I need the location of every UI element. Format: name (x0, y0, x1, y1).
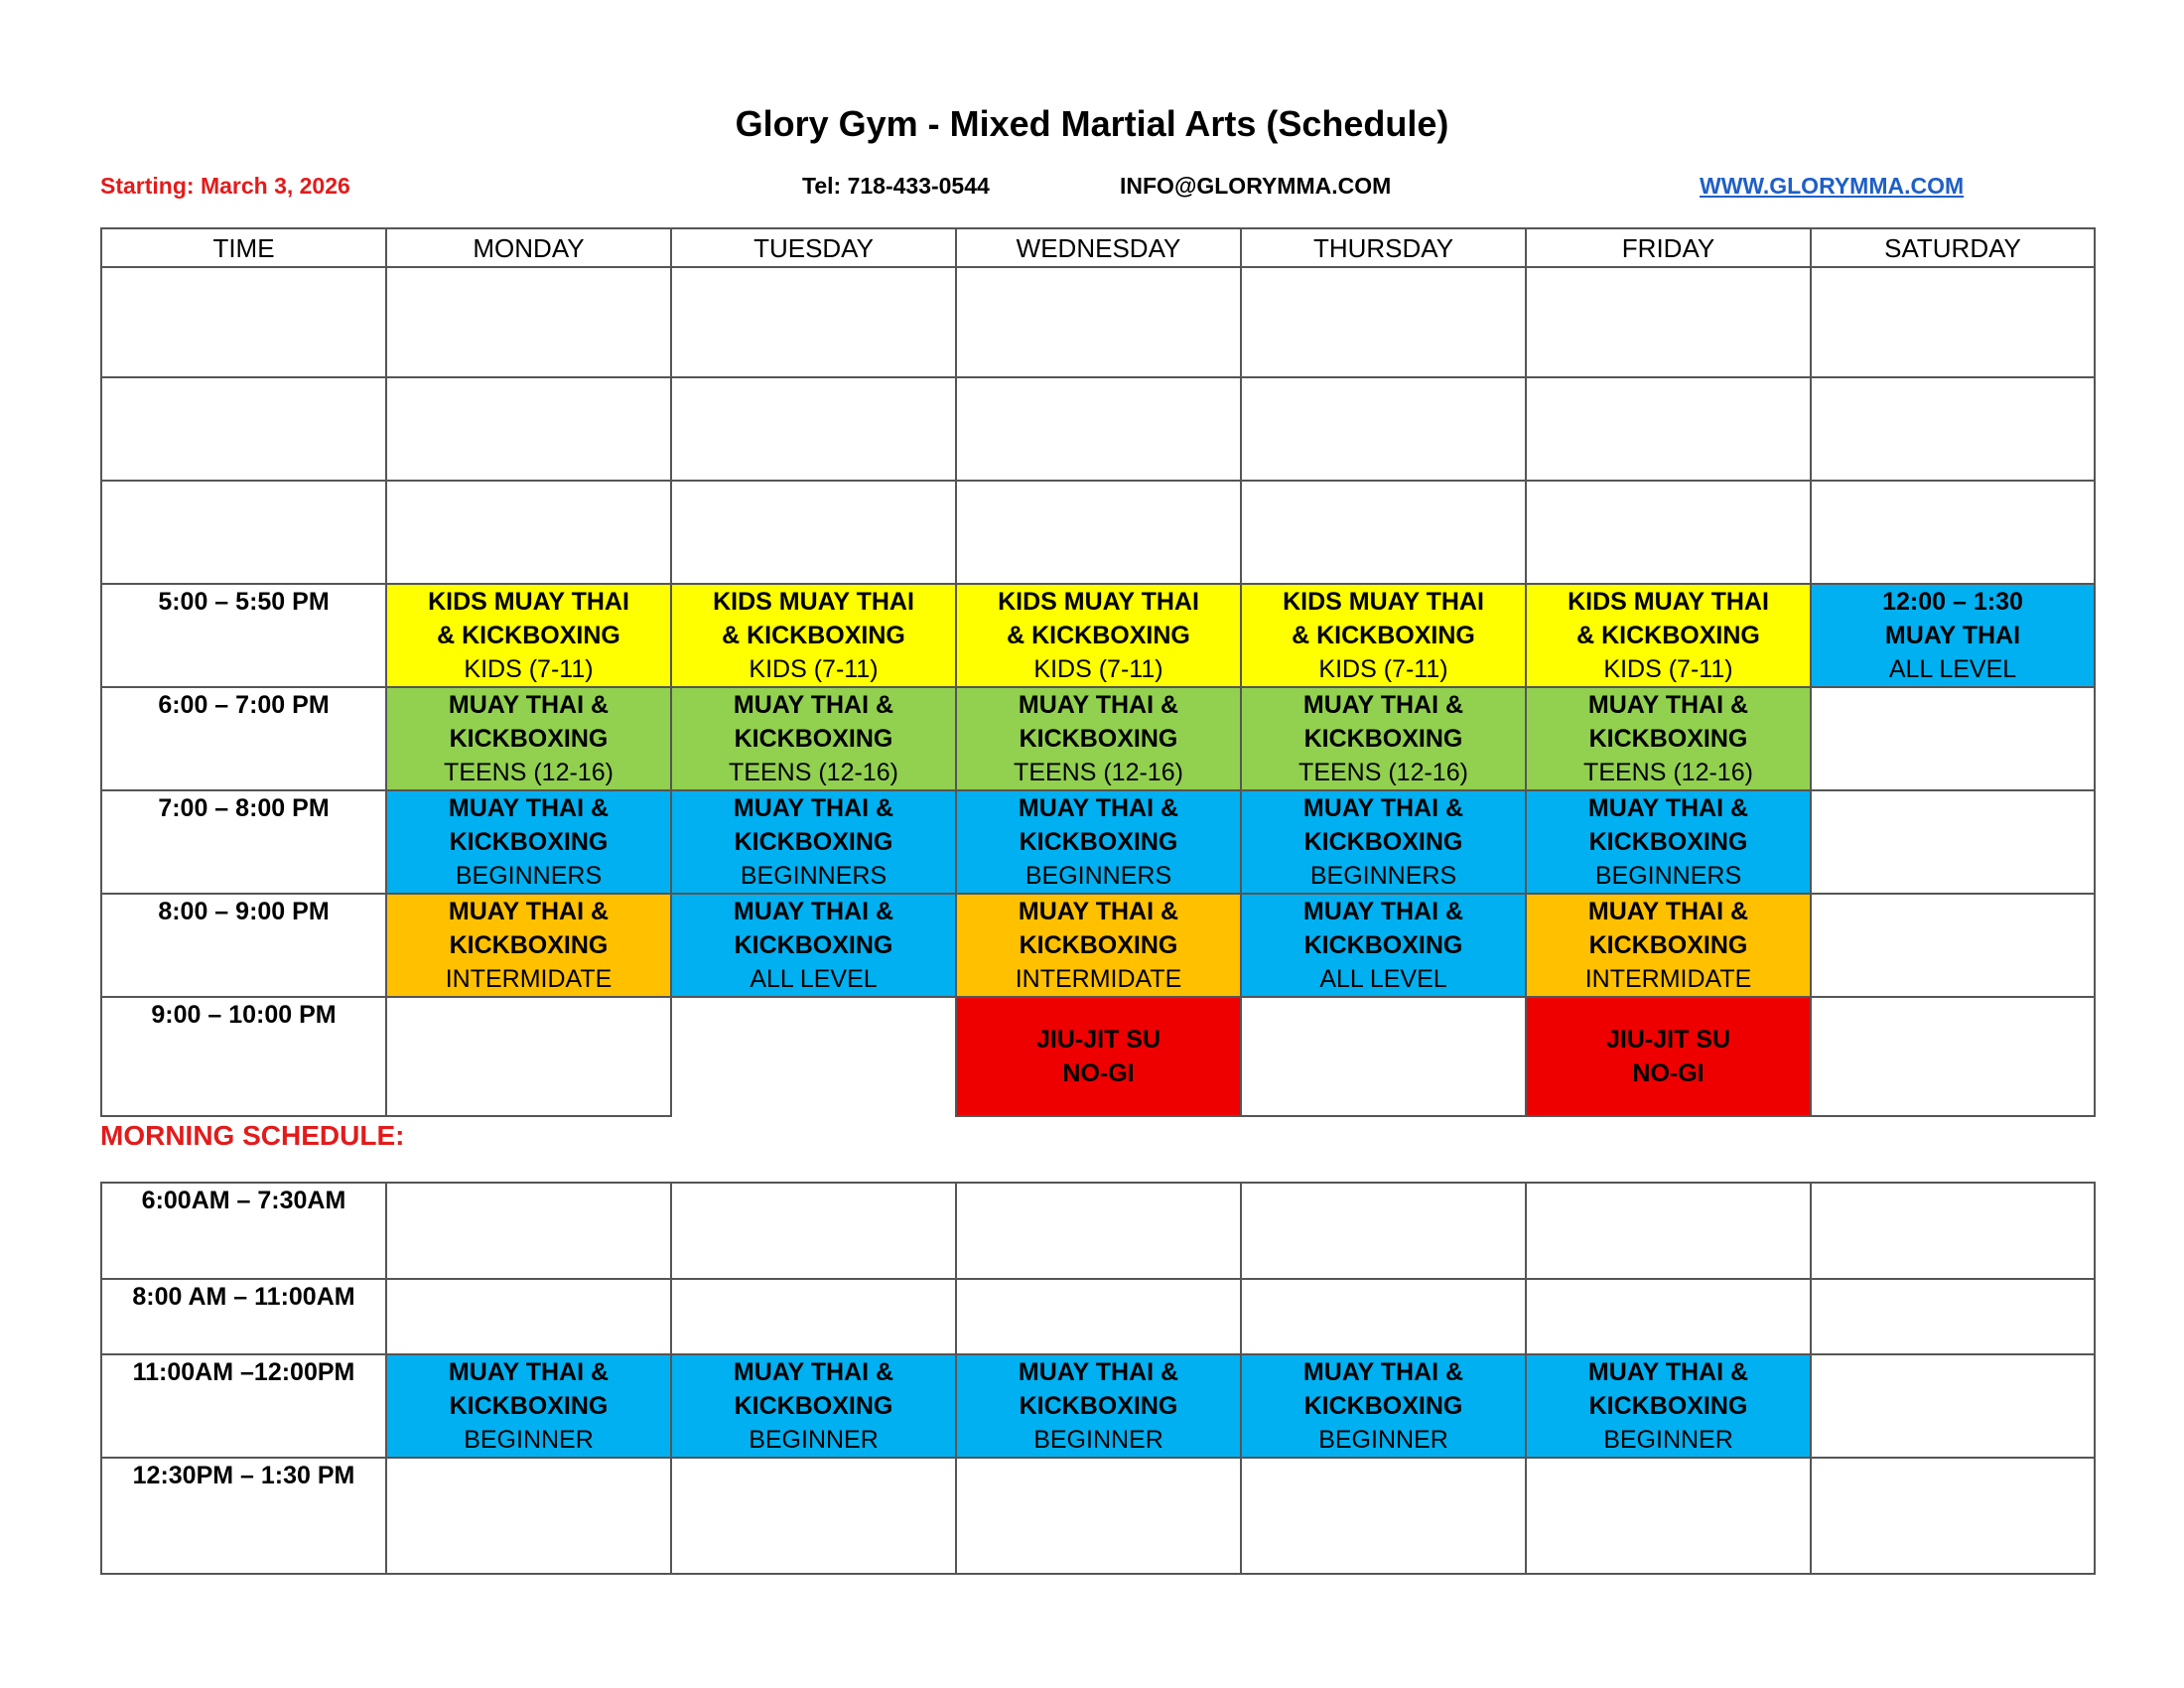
empty-cell (1811, 790, 2095, 894)
class-name: MUAY THAI & (733, 898, 894, 925)
class-slot-tuesday (671, 1354, 956, 1458)
empty-cell (386, 377, 671, 481)
empty-row (101, 481, 2095, 584)
class-name: & KICKBOXING (1292, 622, 1475, 649)
class-name: MUAY THAI & (1018, 898, 1179, 925)
empty-cell (956, 267, 1241, 377)
class-slot-wednesday (956, 790, 1241, 894)
class-level: TEENS (12-16) (729, 759, 898, 786)
class-level: KIDS (7-11) (1603, 655, 1733, 683)
website-link[interactable]: WWW.GLORYMMA.COM (1700, 173, 1965, 199)
class-name: MUAY THAI & (1302, 691, 1464, 719)
empty-cell (1811, 481, 2095, 584)
class-name: KICKBOXING (734, 828, 893, 856)
class-name: KICKBOXING (734, 1392, 893, 1420)
empty-cell (1811, 687, 2095, 790)
empty-cell (1526, 1279, 1811, 1354)
class-slot-monday (386, 687, 671, 790)
empty-cell (1241, 267, 1526, 377)
time-slot-label: 6:00AM – 7:30AM (101, 1183, 386, 1279)
class-slot-wednesday (956, 997, 1241, 1116)
empty-cell (1526, 1183, 1811, 1279)
class-level: TEENS (12-16) (1583, 759, 1753, 786)
empty-cell (1811, 1279, 2095, 1354)
class-slot-friday (1526, 997, 1811, 1116)
time-slot-label: 12:30PM – 1:30 PM (101, 1458, 386, 1574)
class-name: MUAY THAI & (1302, 1358, 1464, 1386)
empty-cell (671, 997, 956, 1116)
class-slot-wednesday (956, 687, 1241, 790)
empty-cell (1526, 1458, 1811, 1574)
class-name: KICKBOXING (449, 931, 609, 959)
empty-cell (956, 1279, 1241, 1354)
class-slot-friday (1526, 1354, 1811, 1458)
time-slot-label: 8:00 AM – 11:00AM (101, 1279, 386, 1354)
time-slot-label: 5:00 – 5:50 PM (101, 584, 386, 687)
time-slot-row (101, 1458, 2095, 1574)
class-slot-tuesday (671, 584, 956, 687)
class-slot-thursday (1241, 584, 1526, 687)
class-slot-tuesday (671, 894, 956, 997)
class-slot-thursday (1241, 1354, 1526, 1458)
class-name: KICKBOXING (1019, 1392, 1178, 1420)
class-level: TEENS (12-16) (444, 759, 614, 786)
class-slot-friday (1526, 687, 1811, 790)
class-level: INTERMIDATE (1584, 965, 1752, 993)
class-name: MUAY THAI & (448, 898, 610, 925)
class-slot-friday (1526, 894, 1811, 997)
class-level: ALL LEVEL (750, 965, 878, 993)
class-name: KICKBOXING (449, 828, 609, 856)
class-name: KIDS MUAY THAI (1568, 588, 1769, 616)
class-time: 12:00 – 1:30 (1882, 588, 2023, 616)
column-header-thursday: THURSDAY (1241, 228, 1526, 267)
class-slot-friday (1526, 584, 1811, 687)
class-name: KICKBOXING (1588, 725, 1748, 753)
class-name: MUAY THAI & (1018, 1358, 1179, 1386)
class-level: KIDS (7-11) (1318, 655, 1448, 683)
empty-cell (671, 377, 956, 481)
class-name: KICKBOXING (1303, 828, 1463, 856)
time-slot-row (101, 687, 2095, 790)
time-slot-row (101, 584, 2095, 687)
class-name: & KICKBOXING (437, 622, 620, 649)
time-slot-label: 8:00 – 9:00 PM (101, 894, 386, 997)
time-slot-row (101, 894, 2095, 997)
empty-cell (386, 997, 671, 1116)
class-name: MUAY THAI & (448, 794, 610, 822)
class-slot-tuesday (671, 790, 956, 894)
empty-cell (1811, 894, 2095, 997)
time-slot-label: 7:00 – 8:00 PM (101, 790, 386, 894)
class-name: KICKBOXING (1019, 828, 1178, 856)
class-level: KIDS (7-11) (749, 655, 879, 683)
class-name: & KICKBOXING (1576, 622, 1760, 649)
class-name: MUAY THAI & (1587, 691, 1749, 719)
empty-cell (1811, 1183, 2095, 1279)
class-slot-wednesday (956, 894, 1241, 997)
time-slot-row (101, 1279, 2095, 1354)
empty-cell (1811, 267, 2095, 377)
class-level: BEGINNER (464, 1426, 594, 1454)
class-name: KICKBOXING (449, 725, 609, 753)
class-slot-friday (1526, 790, 1811, 894)
class-name: KICKBOXING (1588, 828, 1748, 856)
class-level: BEGINNERS (455, 862, 603, 890)
time-slot-label: 6:00 – 7:00 PM (101, 687, 386, 790)
empty-cell (956, 1458, 1241, 1574)
class-slot-wednesday (956, 1354, 1241, 1458)
class-level: TEENS (12-16) (1014, 759, 1183, 786)
class-name: MUAY THAI & (733, 1358, 894, 1386)
class-name: NO-GI (1062, 1059, 1135, 1087)
empty-cell (956, 1183, 1241, 1279)
empty-cell (1241, 1183, 1526, 1279)
class-name: KICKBOXING (734, 725, 893, 753)
class-level: BEGINNERS (1024, 862, 1172, 890)
class-slot-monday (386, 894, 671, 997)
class-name: KICKBOXING (734, 931, 893, 959)
column-header-friday: FRIDAY (1526, 228, 1811, 267)
class-name: MUAY THAI & (1587, 898, 1749, 925)
time-slot-row (101, 997, 2095, 1116)
class-name: KICKBOXING (1019, 725, 1178, 753)
empty-cell (671, 267, 956, 377)
class-name: MUAY THAI & (1587, 794, 1749, 822)
class-name: KICKBOXING (1588, 1392, 1748, 1420)
class-name: MUAY THAI & (733, 691, 894, 719)
empty-cell (671, 1458, 956, 1574)
class-level: INTERMIDATE (1015, 965, 1182, 993)
class-name: MUAY THAI & (733, 794, 894, 822)
class-name: KICKBOXING (1019, 931, 1178, 959)
class-level: INTERMIDATE (445, 965, 613, 993)
email-address: INFO@GLORYMMA.COM (1120, 173, 1392, 199)
empty-cell (386, 1183, 671, 1279)
class-name: KICKBOXING (1303, 725, 1463, 753)
empty-cell (1811, 1354, 2095, 1458)
class-slot-thursday (1241, 790, 1526, 894)
empty-cell (101, 267, 386, 377)
empty-cell (1241, 1279, 1526, 1354)
class-level: BEGINNERS (1594, 862, 1742, 890)
class-level: BEGINNER (1603, 1426, 1733, 1454)
class-slot-monday (386, 790, 671, 894)
time-slot-row (101, 790, 2095, 894)
time-slot-row (101, 1183, 2095, 1279)
class-name: KIDS MUAY THAI (713, 588, 914, 616)
empty-cell (101, 481, 386, 584)
header-row (101, 228, 2095, 267)
class-level: TEENS (12-16) (1298, 759, 1468, 786)
time-slot-label: 9:00 – 10:00 PM (101, 997, 386, 1116)
empty-cell (386, 481, 671, 584)
empty-cell (101, 377, 386, 481)
class-level: KIDS (7-11) (464, 655, 594, 683)
page-title: Glory Gym - Mixed Martial Arts (Schedule) (735, 103, 1449, 144)
class-name: KICKBOXING (449, 1392, 609, 1420)
morning-schedule-heading: MORNING SCHEDULE: (100, 1120, 405, 1151)
class-level: KIDS (7-11) (1033, 655, 1163, 683)
class-name: KIDS MUAY THAI (428, 588, 629, 616)
column-header-time: TIME (101, 228, 386, 267)
time-slot-row (101, 1354, 2095, 1458)
class-name: MUAY THAI (1884, 622, 2021, 649)
empty-cell (1811, 1458, 2095, 1574)
morning-schedule-table (100, 1182, 2096, 1575)
class-name: MUAY THAI & (1302, 794, 1464, 822)
class-name: & KICKBOXING (722, 622, 905, 649)
class-name: KICKBOXING (1303, 1392, 1463, 1420)
class-slot-thursday (1241, 687, 1526, 790)
class-name: KIDS MUAY THAI (998, 588, 1199, 616)
column-header-wednesday: WEDNESDAY (956, 228, 1241, 267)
class-level: BEGINNER (1033, 1426, 1163, 1454)
class-name: JIU-JIT SU (1035, 1026, 1161, 1054)
class-level: BEGINNER (749, 1426, 879, 1454)
class-name: MUAY THAI & (1587, 1358, 1749, 1386)
empty-cell (1241, 377, 1526, 481)
class-level: BEGINNERS (740, 862, 887, 890)
class-slot-wednesday (956, 584, 1241, 687)
class-slot-monday (386, 1354, 671, 1458)
class-name: KICKBOXING (1588, 931, 1748, 959)
class-level: ALL LEVEL (1319, 965, 1447, 993)
class-level: BEGINNERS (1309, 862, 1457, 890)
empty-cell (1241, 997, 1526, 1116)
column-header-saturday: SATURDAY (1811, 228, 2095, 267)
empty-cell (1526, 481, 1811, 584)
empty-row (101, 267, 2095, 377)
column-header-monday: MONDAY (386, 228, 671, 267)
phone-number: Tel: 718-433-0544 (802, 173, 990, 199)
start-date: Starting: March 3, 2026 (100, 173, 350, 199)
class-name: & KICKBOXING (1007, 622, 1190, 649)
empty-row (101, 377, 2095, 481)
empty-cell (1811, 997, 2095, 1116)
empty-cell (671, 1183, 956, 1279)
empty-cell (1526, 267, 1811, 377)
class-name: MUAY THAI & (1302, 898, 1464, 925)
empty-cell (386, 1279, 671, 1354)
column-header-tuesday: TUESDAY (671, 228, 956, 267)
class-name: MUAY THAI & (448, 691, 610, 719)
empty-cell (956, 481, 1241, 584)
class-level: BEGINNER (1318, 1426, 1448, 1454)
class-name: NO-GI (1632, 1059, 1705, 1087)
empty-cell (956, 377, 1241, 481)
empty-cell (1811, 377, 2095, 481)
class-slot-saturday (1811, 584, 2095, 687)
class-name: JIU-JIT SU (1605, 1026, 1731, 1054)
class-name: MUAY THAI & (448, 1358, 610, 1386)
class-slot-tuesday (671, 687, 956, 790)
empty-cell (386, 267, 671, 377)
class-name: KIDS MUAY THAI (1283, 588, 1484, 616)
class-level: ALL LEVEL (1888, 655, 2017, 683)
evening-schedule-table (100, 227, 2096, 1117)
class-name: MUAY THAI & (1018, 691, 1179, 719)
empty-cell (671, 1279, 956, 1354)
class-name: KICKBOXING (1303, 931, 1463, 959)
empty-cell (386, 1458, 671, 1574)
empty-cell (1241, 481, 1526, 584)
empty-cell (671, 481, 956, 584)
time-slot-label: 11:00AM –12:00PM (101, 1354, 386, 1458)
class-name: MUAY THAI & (1018, 794, 1179, 822)
class-slot-monday (386, 584, 671, 687)
class-slot-thursday (1241, 894, 1526, 997)
empty-cell (1241, 1458, 1526, 1574)
empty-cell (1526, 377, 1811, 481)
